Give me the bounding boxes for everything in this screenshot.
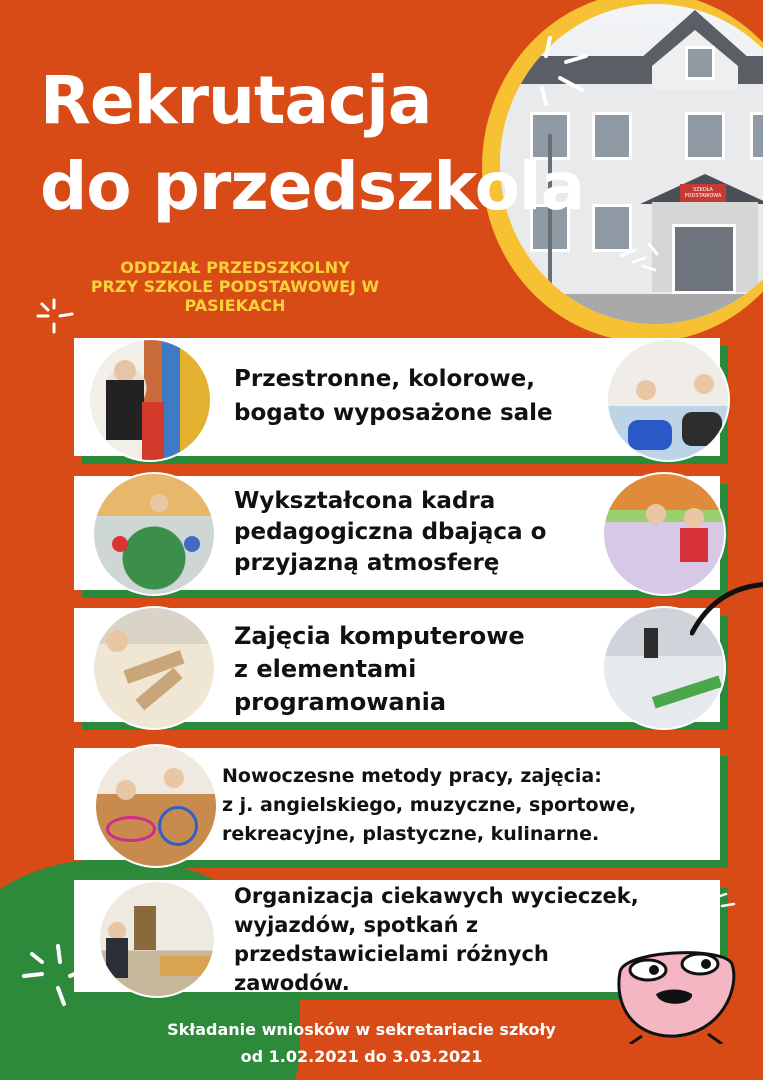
sparkle-icon	[704, 882, 740, 912]
swoosh-decoration	[690, 578, 763, 638]
sparkle-icon	[530, 28, 600, 108]
sparkle-icon	[18, 940, 88, 1010]
circle-time-photo	[92, 472, 216, 596]
subtitle-line-2: PRZY SZKOLE PODSTAWOWEJ W	[90, 277, 380, 296]
footer	[0, 1016, 763, 1070]
title-line-1: Rekrutacja	[40, 62, 432, 139]
subtitle	[40, 258, 430, 315]
feature-text: Organizacja ciekawych wycieczek, wyjazdów, spotkań z przedstawicielami różnych zawodów.	[234, 884, 639, 995]
trip-photo	[98, 880, 216, 998]
feature-text: Zajęcia komputerowe z elementami programowania	[234, 622, 525, 716]
coding-mat-photo	[92, 606, 216, 730]
school-sign: SZKOŁA PODSTAWOWA	[680, 184, 726, 202]
classroom-photo	[88, 338, 212, 462]
subtitle-line-3: PASIEKACH	[184, 296, 286, 315]
feature-text: Nowoczesne metody pracy, zajęcia: z j. angielskiego, muzyczne, sportowe, rekreacyjne, plastyczne, kulinarne.	[222, 765, 637, 845]
sparkle-icon	[34, 296, 78, 336]
kids-toy-cars-photo	[606, 338, 730, 462]
subtitle-line-1: ODDZIAŁ PRZEDSZKOLNY	[120, 258, 350, 277]
sports-hoops-photo	[94, 744, 218, 868]
feature-text: Przestronne, kolorowe, bogato wyposażone sale	[234, 366, 553, 426]
sparkle-icon	[615, 236, 665, 276]
feature-text: Wykształcona kadra pedagogiczna dbająca o przyjazną atmosferę	[234, 488, 547, 576]
application-dates-text: od 1.02.2021 do 3.03.2021	[240, 1047, 483, 1066]
application-deadline-text: Składanie wniosków w sekretariacie szkoły	[167, 1020, 556, 1039]
page-title	[40, 58, 584, 230]
title-line-2: do przedszkola	[40, 148, 585, 225]
